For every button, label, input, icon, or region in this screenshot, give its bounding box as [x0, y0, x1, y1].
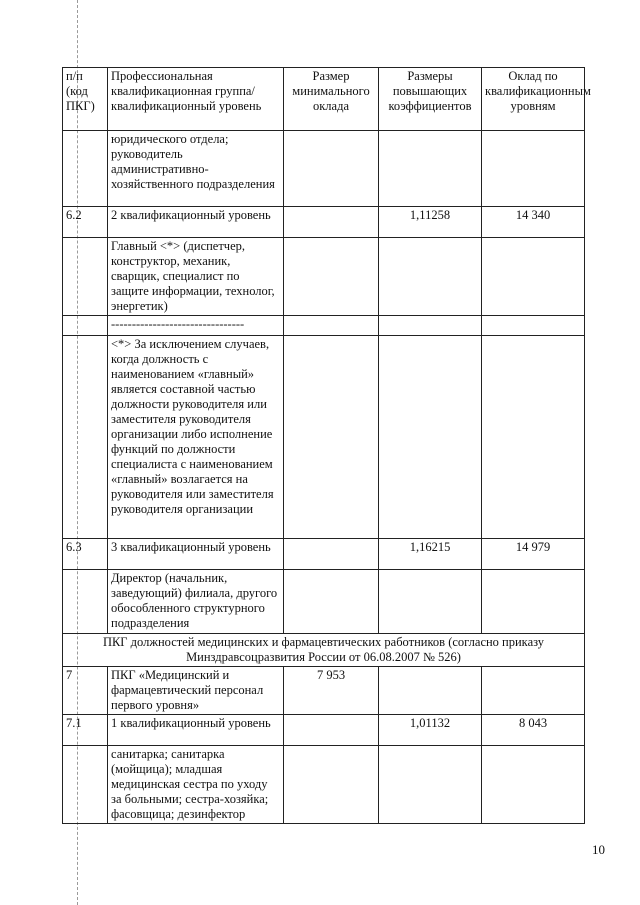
- row-num: 7.1: [63, 715, 108, 746]
- row-min: [284, 238, 379, 316]
- row-min: [284, 539, 379, 570]
- row-salary: 14 340: [482, 207, 585, 238]
- row-salary: [482, 667, 585, 715]
- table-row: [63, 715, 585, 746]
- row-num: [63, 238, 108, 316]
- header-min-salary: Размер минимального оклада: [284, 68, 379, 131]
- row-num: 6.3: [63, 539, 108, 570]
- row-text: санитарка; санитарка (мойщица); младшая медицинская сестра по уходу за больными; сестра-хозяйка; фасовщица; дезинфектор: [108, 746, 284, 824]
- row-coef: [379, 746, 482, 824]
- row-num: [63, 131, 108, 207]
- header-group: Профессиональная квалификационная группа/квалификационный уровень: [108, 68, 284, 131]
- table-row: [63, 667, 585, 715]
- row-min: [284, 746, 379, 824]
- row-num: [63, 336, 108, 539]
- table-row: [63, 238, 585, 316]
- row-min: [284, 131, 379, 207]
- row-salary: [482, 336, 585, 539]
- footnote-separator: --------------------------------: [108, 316, 284, 336]
- row-salary: [482, 316, 585, 336]
- salary-table: [62, 67, 591, 824]
- row-num: [63, 316, 108, 336]
- row-coef: 1,11258: [379, 207, 482, 238]
- row-salary: [482, 570, 585, 634]
- header-num: п/п (код ПКГ): [63, 68, 108, 131]
- row-min: 7 953: [284, 667, 379, 715]
- row-num: [63, 570, 108, 634]
- row-salary: 8 043: [482, 715, 585, 746]
- row-text: Директор (начальник, заведующий) филиала, другого обособленного структурного подразделения: [108, 570, 284, 634]
- row-coef: [379, 336, 482, 539]
- row-num: 7: [63, 667, 108, 715]
- header-salary: Оклад по квалификационным уровням: [482, 68, 585, 131]
- section-row: [63, 634, 585, 667]
- row-text: 2 квалификационный уровень: [108, 207, 284, 238]
- table-header-row: [63, 68, 585, 131]
- row-min: [284, 316, 379, 336]
- table-row: [63, 570, 585, 634]
- row-min: [284, 207, 379, 238]
- row-coef: [379, 667, 482, 715]
- footnote-text: <*> За исключением случаев, когда должность с наименованием «главный» является составной частью должности руководителя или заместителя руководителя организации либо исполнение функций по должности специалиста с наименованием «главный» возлагается на руководителя или заместителя руководителя организации: [108, 336, 284, 539]
- row-num: [63, 746, 108, 824]
- page-number: 10: [592, 842, 605, 857]
- row-text: юридического отдела; руководитель административно-хозяйственного подразделения: [108, 131, 284, 207]
- table-row: [63, 316, 585, 336]
- table-row: [63, 131, 585, 207]
- row-num: 6.2: [63, 207, 108, 238]
- header-coefficients: Размеры повышающих коэффициентов: [379, 68, 482, 131]
- row-salary: [482, 746, 585, 824]
- row-salary: 14 979: [482, 539, 585, 570]
- row-coef: 1,16215: [379, 539, 482, 570]
- row-coef: [379, 131, 482, 207]
- section-title: ПКГ должностей медицинских и фармацевтических работников (согласно приказу Минздравсоцразвития России от 06.08.2007 № 526): [63, 634, 585, 667]
- row-coef: [379, 238, 482, 316]
- table-row: [63, 746, 585, 824]
- row-text: Главный <*> (диспетчер, конструктор, механик, сварщик, специалист по защите информации, технолог, энергетик): [108, 238, 284, 316]
- row-coef: [379, 570, 482, 634]
- table-row: [63, 539, 585, 570]
- row-min: [284, 715, 379, 746]
- table-row: [63, 336, 585, 539]
- row-text: ПКГ «Медицинский и фармацевтический персонал первого уровня»: [108, 667, 284, 715]
- table-row: [63, 207, 585, 238]
- row-min: [284, 570, 379, 634]
- row-coef: 1,01132: [379, 715, 482, 746]
- row-text: 1 квалификационный уровень: [108, 715, 284, 746]
- row-salary: [482, 131, 585, 207]
- row-salary: [482, 238, 585, 316]
- row-text: 3 квалификационный уровень: [108, 539, 284, 570]
- row-min: [284, 336, 379, 539]
- row-coef: [379, 316, 482, 336]
